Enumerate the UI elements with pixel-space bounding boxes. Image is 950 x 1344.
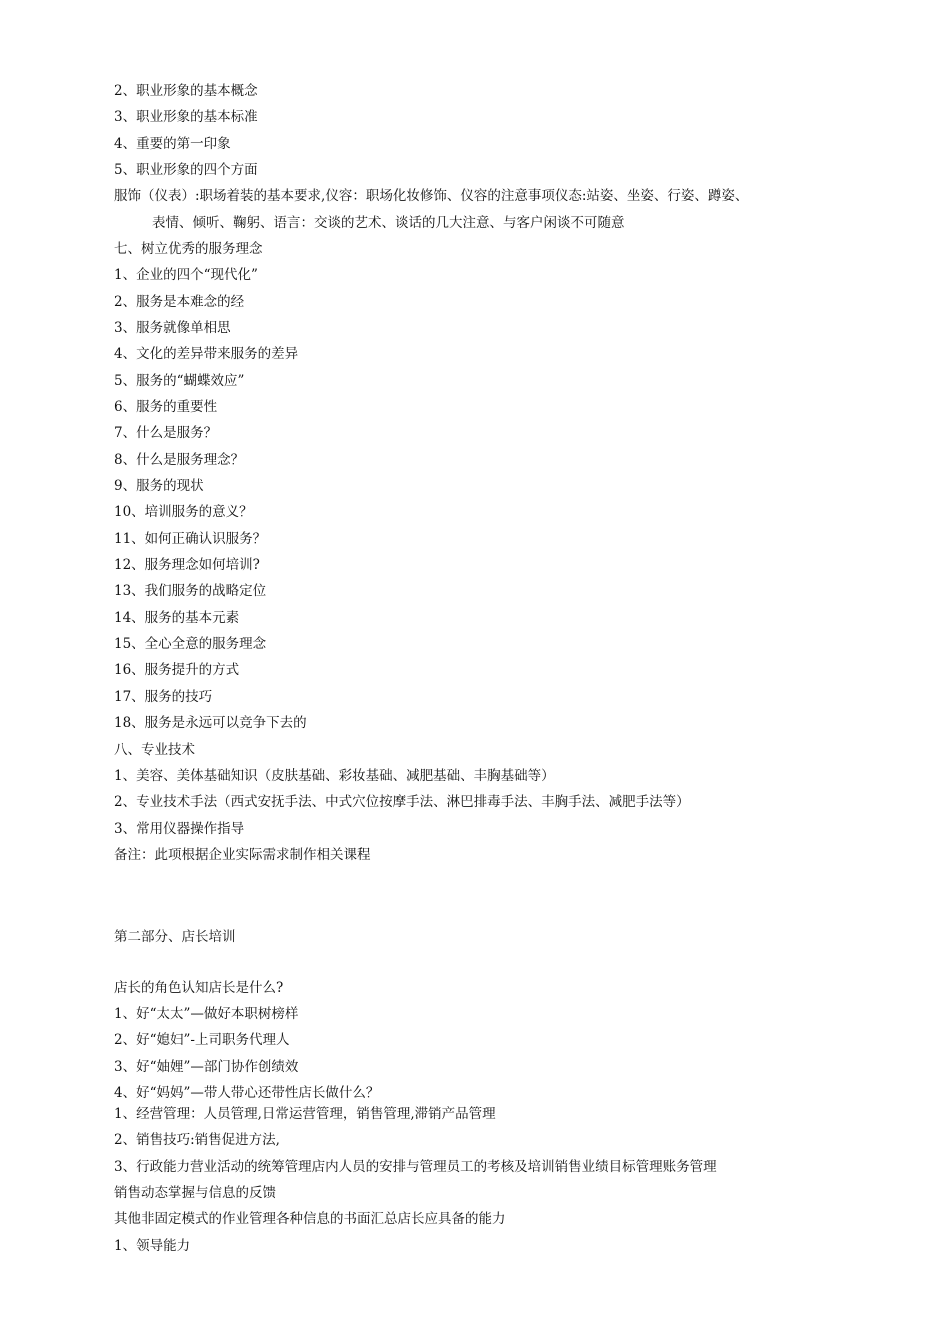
list-item: 3、好“妯娌”—部门协作创绩效 [114,1059,299,1075]
list-item: 18、服务是永远可以竞争下去的 [114,715,307,731]
list-item: 2、专业技术手法（西式安抚手法、中式穴位按摩手法、淋巴排毒手法、丰胸手法、减肥手法等） [114,794,690,810]
list-item: 5、服务的“蝴蝶效应” [114,373,245,389]
text-line: 店长的角色认知店长是什么? [114,980,284,996]
text-line: 5、职业形象的四个方面 [114,162,258,178]
list-item: 11、如何正确认识服务？ [114,531,267,547]
list-item: 16、服务提升的方式 [114,662,240,678]
list-item: 4、文化的差异带来服务的差异 [114,346,299,362]
list-item: 2、服务是本难念的经 [114,294,245,310]
list-item: 14、服务的基本元素 [114,610,240,626]
list-item: 1、经营管理：人员管理,日常运营管理，销售管理,滞销产品管理 [114,1106,496,1122]
text-line: 服饰（仪表）:职场着装的基本要求,仪容：职场化妆修饰、仪容的注意事项仪态:站姿、坐姿、行姿、蹲姿、 [114,188,749,204]
list-item: 1、企业的四个“现代化” [114,267,258,283]
text-line-continuation: 表情、倾听、鞠躬、语言：交谈的艺术、谈话的几大注意、与客户闲谈不可随意 [152,215,625,231]
list-item: 2、销售技巧:销售促进方法, [114,1132,280,1148]
section-heading: 八、专业技术 [114,742,195,758]
text-line: 其他非固定模式的作业管理各种信息的书面汇总店长应具备的能力 [114,1211,506,1227]
list-item: 4、好“妈妈”—带人带心还带性店长做什么？ [114,1085,380,1101]
list-item: 17、服务的技巧 [114,689,213,705]
text-line: 2、职业形象的基本概念 [114,83,258,99]
list-item: 13、我们服务的战略定位 [114,583,267,599]
list-item: 9、服务的现状 [114,478,204,494]
list-item: 3、服务就像单相思 [114,320,231,336]
note: 备注：此项根据企业实际需求制作相关课程 [114,847,371,863]
text-line: 3、职业形象的基本标准 [114,109,258,125]
section-heading: 七、树立优秀的服务理念 [114,241,263,257]
list-item: 1、好“太太”—做好本职树榜样 [114,1006,299,1022]
part-heading: 第二部分、店长培训 [114,929,236,945]
list-item: 1、领导能力 [114,1238,191,1254]
list-item: 8、什么是服务理念？ [114,452,245,468]
list-item: 1、美容、美体基础知识（皮肤基础、彩妆基础、减肥基础、丰胸基础等） [114,768,555,784]
list-item: 3、常用仪器操作指导 [114,821,245,837]
list-item: 7、什么是服务？ [114,425,218,441]
list-item: 6、服务的重要性 [114,399,218,415]
list-item: 12、服务理念如何培训? [114,557,260,573]
text-line: 4、重要的第一印象 [114,136,231,152]
list-item: 15、全心全意的服务理念 [114,636,267,652]
text-line: 销售动态掌握与信息的反馈 [114,1185,276,1201]
list-item: 10、培训服务的意义？ [114,504,253,520]
list-item: 3、行政能力营业活动的统筹管理店内人员的安排与管理员工的考核及培训销售业绩目标管理账务管理 [114,1159,717,1175]
list-item: 2、好“媳妇”-上司职务代理人 [114,1032,290,1048]
